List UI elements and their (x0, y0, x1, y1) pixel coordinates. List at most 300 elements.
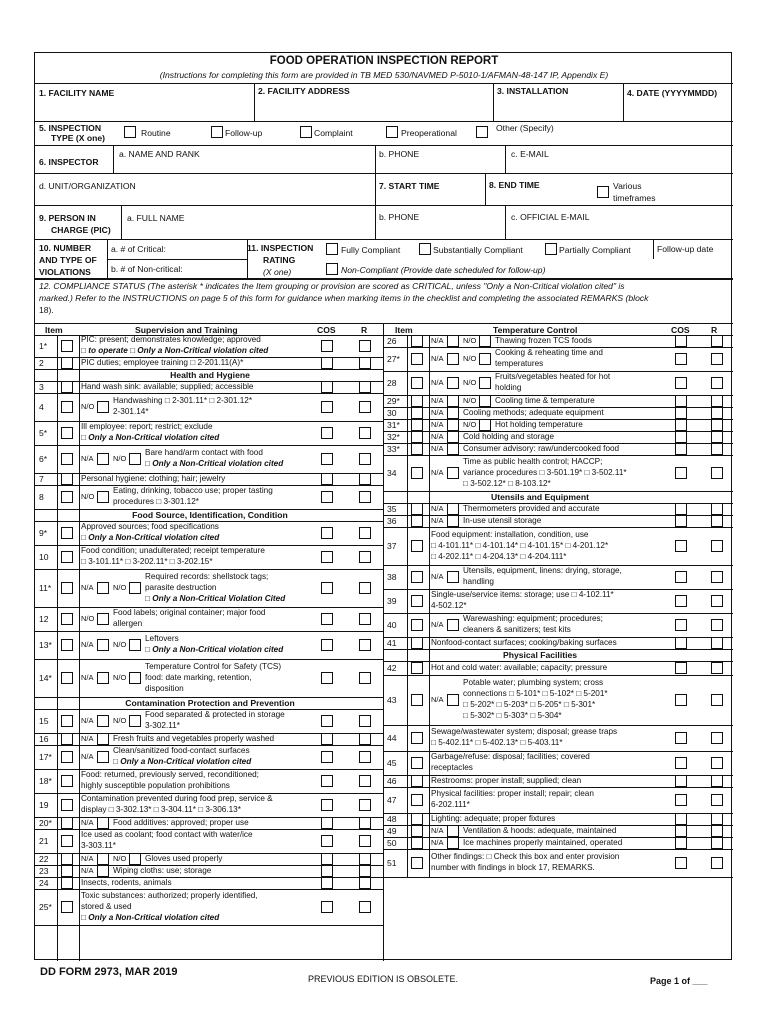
na-checkbox[interactable] (97, 817, 109, 829)
item-10-cos-checkbox[interactable] (321, 551, 333, 563)
item-3-text: Hand wash sink: available; supplied; accessible (81, 381, 254, 391)
section-supervision: Supervision and Training (135, 325, 238, 335)
na-checkbox[interactable] (447, 467, 459, 479)
item-40-r-checkbox[interactable] (711, 619, 723, 631)
item-33-r-checkbox[interactable] (711, 443, 723, 455)
na-label: N/A (431, 504, 444, 513)
item-12-r-checkbox[interactable] (359, 613, 371, 625)
item-43-cos-checkbox[interactable] (675, 694, 687, 706)
item-36-cos-checkbox[interactable] (675, 515, 687, 527)
item-28-in-checkbox[interactable] (411, 377, 423, 389)
item-35-text: Thermometers provided and accurate (463, 503, 600, 513)
item-17-cos-checkbox[interactable] (321, 751, 333, 763)
na-checkbox[interactable] (447, 825, 459, 837)
item-51-cos-checkbox[interactable] (675, 857, 687, 869)
item-18-cos-checkbox[interactable] (321, 775, 333, 787)
item-47-in-checkbox[interactable] (411, 794, 423, 806)
item-28-cos-checkbox[interactable] (675, 377, 687, 389)
item-7-r-checkbox[interactable] (359, 473, 371, 485)
item-27-text: temperatures (495, 359, 544, 368)
item-7-cos-checkbox[interactable] (321, 473, 333, 485)
item-6-text: Bare hand/arm contact with food (145, 448, 263, 457)
item-28-r-checkbox[interactable] (711, 377, 723, 389)
item-50-cos-checkbox[interactable] (675, 837, 687, 849)
item-17-r-checkbox[interactable] (359, 751, 371, 763)
item-32-r-checkbox[interactable] (711, 431, 723, 443)
item-34-text: Time as public health control; HACCP; (463, 456, 603, 466)
item-22-r-checkbox[interactable] (359, 853, 371, 865)
item-2-r-checkbox[interactable] (359, 357, 371, 369)
item-48-text: Lighting: adequate; proper fixtures (431, 813, 556, 823)
na-label: N/A (81, 673, 94, 682)
item-19-in-checkbox[interactable] (61, 799, 73, 811)
item-2-number: 2 (39, 358, 44, 368)
item-19-cos-checkbox[interactable] (321, 799, 333, 811)
na-label: N/A (81, 752, 94, 761)
item-34-number: 34 (387, 468, 397, 478)
item-23-r-checkbox[interactable] (359, 865, 371, 877)
item-46-in-checkbox[interactable] (411, 775, 423, 787)
rating-label: 11. INSPECTION (247, 243, 314, 253)
no-checkbox[interactable] (479, 335, 491, 347)
na-label: N/A (431, 838, 444, 847)
end-time-label: 8. END TIME (489, 180, 540, 190)
na-checkbox[interactable] (97, 582, 109, 594)
item-1-text: PIC: present; demonstrates knowledge; approved (81, 335, 261, 344)
item-21-cos-checkbox[interactable] (321, 835, 333, 847)
item-39-cos-checkbox[interactable] (675, 595, 687, 607)
na-checkbox[interactable] (447, 407, 459, 419)
item-4-cos-checkbox[interactable] (321, 401, 333, 413)
item-45-r-checkbox[interactable] (711, 757, 723, 769)
na-checkbox[interactable] (447, 395, 459, 407)
item-8-number: 8 (39, 492, 44, 502)
item-43-text: □ 5-202* □ 5-203* □ 5-205* □ 5-301* (463, 700, 596, 709)
no-checkbox[interactable] (479, 419, 491, 431)
item-3-cos-checkbox[interactable] (321, 381, 333, 393)
na-checkbox[interactable] (447, 443, 459, 455)
item-24-in-checkbox[interactable] (61, 877, 73, 889)
no-label: N/O (113, 854, 127, 863)
row-line (35, 631, 383, 632)
item-10-r-checkbox[interactable] (359, 551, 371, 563)
item-30-in-checkbox[interactable] (411, 407, 423, 419)
various-timeframes-checkbox[interactable] (597, 186, 609, 198)
item-18-r-checkbox[interactable] (359, 775, 371, 787)
num-critical-label: a. # of Critical: (111, 244, 166, 254)
item-32-cos-checkbox[interactable] (675, 431, 687, 443)
na-checkbox[interactable] (97, 672, 109, 684)
item-11-r-checkbox[interactable] (359, 582, 371, 594)
routine-label: Routine (141, 128, 171, 138)
item-20-in-checkbox[interactable] (61, 817, 73, 829)
item-9-cos-checkbox[interactable] (321, 527, 333, 539)
item-29-r-checkbox[interactable] (711, 395, 723, 407)
item-10-text: □ 3-101.11* □ 3-202.11* □ 3-202.15* (81, 557, 213, 566)
item-9-in-checkbox[interactable] (61, 527, 73, 539)
item-40-text: Warewashing: equipment; procedures; (463, 614, 603, 623)
na-checkbox[interactable] (447, 431, 459, 443)
no-label: N/O (113, 583, 127, 592)
na-checkbox[interactable] (447, 837, 459, 849)
item-42-in-checkbox[interactable] (411, 662, 423, 674)
partially-compliant-checkbox[interactable] (545, 243, 557, 255)
item-21-text: Ice used as coolant; food contact with water/ice (81, 830, 253, 839)
item-26-in-checkbox[interactable] (411, 335, 423, 347)
item-45-cos-checkbox[interactable] (675, 757, 687, 769)
item-14-cos-checkbox[interactable] (321, 672, 333, 684)
item-49-in-checkbox[interactable] (411, 825, 423, 837)
item-11-in-checkbox[interactable] (61, 582, 73, 594)
item-48-r-checkbox[interactable] (711, 813, 723, 825)
item-40-in-checkbox[interactable] (411, 619, 423, 631)
item-13-cos-checkbox[interactable] (321, 639, 333, 651)
item-16-r-checkbox[interactable] (359, 733, 371, 745)
right-item-header: Item (395, 325, 413, 335)
item-2-text: PIC duties; employee training □ 2-201.11(A)* (81, 357, 244, 367)
na-checkbox[interactable] (447, 515, 459, 527)
substantially-compliant-checkbox[interactable] (419, 243, 431, 255)
na-checkbox[interactable] (97, 733, 109, 745)
na-label: N/A (431, 378, 444, 387)
item-18-text: highly susceptible population prohibitions (81, 781, 230, 790)
item-38-cos-checkbox[interactable] (675, 571, 687, 583)
item-19-text: Contamination prevented during food prep, service & (81, 794, 273, 803)
item-29-cos-checkbox[interactable] (675, 395, 687, 407)
item-1-cos-checkbox[interactable] (321, 340, 333, 352)
item-17-in-checkbox[interactable] (61, 751, 73, 763)
item-38-r-checkbox[interactable] (711, 571, 723, 583)
na-checkbox[interactable] (447, 619, 459, 631)
item-24-number: 24 (39, 878, 49, 888)
item-26-cos-checkbox[interactable] (675, 335, 687, 347)
item-25-cos-checkbox[interactable] (321, 901, 333, 913)
item-50-r-checkbox[interactable] (711, 837, 723, 849)
facility-name-label: 1. FACILITY NAME (39, 88, 115, 98)
item-41-cos-checkbox[interactable] (675, 637, 687, 649)
item-22-in-checkbox[interactable] (61, 853, 73, 865)
fully-compliant-checkbox[interactable] (326, 243, 338, 255)
no-checkbox[interactable] (129, 672, 141, 684)
complaint-label: Complaint (314, 128, 353, 138)
preoperational-checkbox[interactable] (386, 126, 398, 138)
item-1-number: 1* (39, 341, 48, 351)
no-label: N/O (463, 396, 477, 405)
no-checkbox[interactable] (129, 853, 141, 865)
row-line (35, 569, 383, 570)
no-checkbox[interactable] (129, 582, 141, 594)
item-34-cos-checkbox[interactable] (675, 467, 687, 479)
na-checkbox[interactable] (447, 571, 459, 583)
na-checkbox[interactable] (97, 613, 109, 625)
item-5-r-checkbox[interactable] (359, 427, 371, 439)
item-34-text: □ 3-502.12* □ 8-103.12* (463, 478, 551, 488)
item-30-text: Cooling methods; adequate equipment (463, 407, 604, 417)
pic-label: 9. PERSON IN (39, 213, 96, 223)
na-label: N/A (431, 336, 444, 345)
item-15-r-checkbox[interactable] (359, 715, 371, 727)
item-42-r-checkbox[interactable] (711, 662, 723, 674)
form-instructions: (Instructions for completing this form are provided in TB MED 530/NAVMED P-5010-1/AFMAN-48-147 IP, Appendix E) (159, 70, 609, 80)
item-11-cos-checkbox[interactable] (321, 582, 333, 594)
item-35-in-checkbox[interactable] (411, 503, 423, 515)
na-checkbox[interactable] (97, 401, 109, 413)
item-1-r-checkbox[interactable] (359, 340, 371, 352)
item-3-in-checkbox[interactable] (61, 381, 73, 393)
item-48-cos-checkbox[interactable] (675, 813, 687, 825)
na-checkbox[interactable] (447, 353, 459, 365)
item-28-text: holding (495, 383, 522, 392)
item-45-text: receptacles (431, 763, 473, 772)
item-31-cos-checkbox[interactable] (675, 419, 687, 431)
item-38-in-checkbox[interactable] (411, 571, 423, 583)
item-36-text: In-use utensil storage (463, 515, 542, 525)
item-48-in-checkbox[interactable] (411, 813, 423, 825)
item-45-in-checkbox[interactable] (411, 757, 423, 769)
complaint-checkbox[interactable] (300, 126, 312, 138)
na-label: N/A (431, 396, 444, 405)
item-31-in-checkbox[interactable] (411, 419, 423, 431)
item-23-in-checkbox[interactable] (61, 865, 73, 877)
item-45-number: 45 (387, 758, 397, 768)
item-2-in-checkbox[interactable] (61, 357, 73, 369)
followup-label: Follow-up (225, 128, 263, 138)
item-6-in-checkbox[interactable] (61, 453, 73, 465)
item-37-r-checkbox[interactable] (711, 540, 723, 552)
item-46-cos-checkbox[interactable] (675, 775, 687, 787)
item-24-cos-checkbox[interactable] (321, 877, 333, 889)
item-26-r-checkbox[interactable] (711, 335, 723, 347)
item-14-number: 14* (39, 673, 52, 683)
item-14-text: food: date marking, retention, (145, 672, 252, 682)
item-50-in-checkbox[interactable] (411, 837, 423, 849)
item-20-cos-checkbox[interactable] (321, 817, 333, 829)
na-checkbox[interactable] (447, 503, 459, 515)
item-15-cos-checkbox[interactable] (321, 715, 333, 727)
item-40-cos-checkbox[interactable] (675, 619, 687, 631)
item-8-cos-checkbox[interactable] (321, 491, 333, 503)
no-checkbox[interactable] (129, 715, 141, 727)
item-41-in-checkbox[interactable] (411, 637, 423, 649)
item-41-r-checkbox[interactable] (711, 637, 723, 649)
item-44-in-checkbox[interactable] (411, 732, 423, 744)
item-5-in-checkbox[interactable] (61, 427, 73, 439)
na-checkbox[interactable] (97, 865, 109, 877)
no-label: N/O (463, 336, 477, 345)
date-label: 4. DATE (YYYYMMDD) (627, 88, 718, 98)
na-checkbox[interactable] (97, 491, 109, 503)
fully-compliant-label: Fully Compliant (341, 245, 401, 255)
na-checkbox[interactable] (97, 715, 109, 727)
item-43-in-checkbox[interactable] (411, 694, 423, 706)
item-4-r-checkbox[interactable] (359, 401, 371, 413)
item-35-r-checkbox[interactable] (711, 503, 723, 515)
item-5-cos-checkbox[interactable] (321, 427, 333, 439)
item-33-in-checkbox[interactable] (411, 443, 423, 455)
na-checkbox[interactable] (97, 751, 109, 763)
item-40-text: cleaners & sanitizers; test kits (463, 625, 571, 634)
item-42-cos-checkbox[interactable] (675, 662, 687, 674)
item-7-in-checkbox[interactable] (61, 473, 73, 485)
item-15-in-checkbox[interactable] (61, 715, 73, 727)
item-33-number: 33* (387, 444, 400, 454)
row-line (383, 725, 733, 726)
item-12-cos-checkbox[interactable] (321, 613, 333, 625)
item-30-cos-checkbox[interactable] (675, 407, 687, 419)
item-9-r-checkbox[interactable] (359, 527, 371, 539)
na-label: N/A (81, 640, 94, 649)
na-checkbox[interactable] (447, 377, 459, 389)
no-checkbox[interactable] (479, 353, 491, 365)
item-38-text: handling (463, 577, 494, 586)
item-51-number: 51 (387, 858, 397, 868)
na-checkbox[interactable] (97, 639, 109, 651)
item-8-r-checkbox[interactable] (359, 491, 371, 503)
na-label: N/A (431, 408, 444, 417)
installation-label: 3. INSTALLATION (497, 86, 569, 96)
na-checkbox[interactable] (447, 335, 459, 347)
item-36-in-checkbox[interactable] (411, 515, 423, 527)
item-14-r-checkbox[interactable] (359, 672, 371, 684)
item-19-text: display □ 3-302.13* □ 3-304.11* □ 3-306.13* (81, 805, 241, 814)
no-checkbox[interactable] (479, 395, 491, 407)
item-6-r-checkbox[interactable] (359, 453, 371, 465)
followup-date-label: Follow-up date (657, 244, 714, 254)
item-31-r-checkbox[interactable] (711, 419, 723, 431)
na-label: N/A (81, 734, 94, 743)
no-label: N/O (463, 378, 477, 387)
item-21-in-checkbox[interactable] (61, 835, 73, 847)
item-47-cos-checkbox[interactable] (675, 794, 687, 806)
other-checkbox[interactable] (476, 126, 488, 138)
item-13-r-checkbox[interactable] (359, 639, 371, 651)
item-12-in-checkbox[interactable] (61, 613, 73, 625)
na-label: N/A (431, 620, 444, 629)
item-37-text: □ 4-202.11* □ 4-204.13* □ 4-204.111* (431, 551, 567, 561)
item-18-number: 18* (39, 776, 52, 786)
pic-name-label: a. FULL NAME (127, 213, 185, 223)
na-label: N/A (431, 695, 444, 704)
item-27-in-checkbox[interactable] (411, 353, 423, 365)
item-20-r-checkbox[interactable] (359, 817, 371, 829)
item-51-text: Other findings: □ Check this box and enter provision (431, 852, 620, 861)
item-5-text: □ Only a Non-Critical violation cited (81, 433, 220, 442)
no-checkbox[interactable] (129, 639, 141, 651)
item-43-text: □ 5-302* □ 5-303* □ 5-304* (463, 711, 562, 720)
item-25-in-checkbox[interactable] (61, 901, 73, 913)
right-item-col-line (407, 335, 408, 877)
item-51-r-checkbox[interactable] (711, 857, 723, 869)
item-8-in-checkbox[interactable] (61, 491, 73, 503)
item-10-in-checkbox[interactable] (61, 551, 73, 563)
item-29-in-checkbox[interactable] (411, 395, 423, 407)
item-32-in-checkbox[interactable] (411, 431, 423, 443)
item-25-r-checkbox[interactable] (359, 901, 371, 913)
item-19-r-checkbox[interactable] (359, 799, 371, 811)
item-39-in-checkbox[interactable] (411, 595, 423, 607)
item-16-cos-checkbox[interactable] (321, 733, 333, 745)
noncompliant-checkbox[interactable] (326, 263, 338, 275)
na-label: N/A (81, 716, 94, 725)
item-22-cos-checkbox[interactable] (321, 853, 333, 865)
item-1-in-checkbox[interactable] (61, 340, 73, 352)
na-checkbox[interactable] (447, 419, 459, 431)
na-checkbox[interactable] (97, 453, 109, 465)
item-46-number: 46 (387, 776, 397, 786)
no-checkbox[interactable] (479, 377, 491, 389)
item-16-in-checkbox[interactable] (61, 733, 73, 745)
item-6-cos-checkbox[interactable] (321, 453, 333, 465)
item-37-in-checkbox[interactable] (411, 540, 423, 552)
item-12-text: Food labels; original container; major food (113, 608, 266, 617)
item-35-cos-checkbox[interactable] (675, 503, 687, 515)
item-47-r-checkbox[interactable] (711, 794, 723, 806)
item-36-number: 36 (387, 516, 397, 526)
item-18-in-checkbox[interactable] (61, 775, 73, 787)
item-43-r-checkbox[interactable] (711, 694, 723, 706)
item-27-cos-checkbox[interactable] (675, 353, 687, 365)
item-25-text: □ Only a Non-Critical violation cited (81, 912, 220, 922)
item-39-text: Single-use/service items: storage; use □ 4-102.11* (431, 590, 614, 599)
item-21-r-checkbox[interactable] (359, 835, 371, 847)
section-health: Health and Hygiene (170, 370, 250, 380)
item-4-in-checkbox[interactable] (61, 401, 73, 413)
routine-checkbox[interactable] (124, 126, 136, 138)
item-34-in-checkbox[interactable] (411, 467, 423, 479)
item-1-text: □ to operate □ Only a Non-Critical violation cited (81, 346, 269, 355)
item-28-text: Fruits/vegetables heated for hot (495, 372, 611, 381)
item-32-text: Cold holding and storage (463, 431, 555, 441)
item-39-r-checkbox[interactable] (711, 595, 723, 607)
item-24-r-checkbox[interactable] (359, 877, 371, 889)
item-14-in-checkbox[interactable] (61, 672, 73, 684)
item-20-text: Food additives: approved; proper use (113, 817, 249, 827)
item-30-r-checkbox[interactable] (711, 407, 723, 419)
section-temperature: Temperature Control (493, 325, 578, 335)
item-44-r-checkbox[interactable] (711, 732, 723, 744)
item-10-text: Food condition; unadulterated; receipt temperature (81, 546, 265, 555)
item-43-number: 43 (387, 695, 397, 705)
na-label: N/O (81, 402, 95, 411)
row-line (383, 527, 733, 528)
no-checkbox[interactable] (129, 453, 141, 465)
item-27-r-checkbox[interactable] (711, 353, 723, 365)
item-51-in-checkbox[interactable] (411, 857, 423, 869)
row-line (383, 877, 733, 878)
item-7-number: 7 (39, 474, 44, 484)
item-29-text: Cooling time & temperature (495, 395, 595, 405)
item-44-cos-checkbox[interactable] (675, 732, 687, 744)
item-33-cos-checkbox[interactable] (675, 443, 687, 455)
item-34-r-checkbox[interactable] (711, 467, 723, 479)
item-13-in-checkbox[interactable] (61, 639, 73, 651)
right-r-header: R (711, 325, 718, 335)
item-39-text: 4-502.12* (431, 601, 467, 610)
item-49-r-checkbox[interactable] (711, 825, 723, 837)
item-2-cos-checkbox[interactable] (321, 357, 333, 369)
na-checkbox[interactable] (447, 694, 459, 706)
item-16-text: Fresh fruits and vegetables properly washed (113, 733, 275, 743)
item-46-r-checkbox[interactable] (711, 775, 723, 787)
item-36-r-checkbox[interactable] (711, 515, 723, 527)
na-checkbox[interactable] (97, 853, 109, 865)
item-23-cos-checkbox[interactable] (321, 865, 333, 877)
item-37-cos-checkbox[interactable] (675, 540, 687, 552)
item-3-r-checkbox[interactable] (359, 381, 371, 393)
followup-checkbox[interactable] (211, 126, 223, 138)
item-49-cos-checkbox[interactable] (675, 825, 687, 837)
na-label: N/A (431, 420, 444, 429)
